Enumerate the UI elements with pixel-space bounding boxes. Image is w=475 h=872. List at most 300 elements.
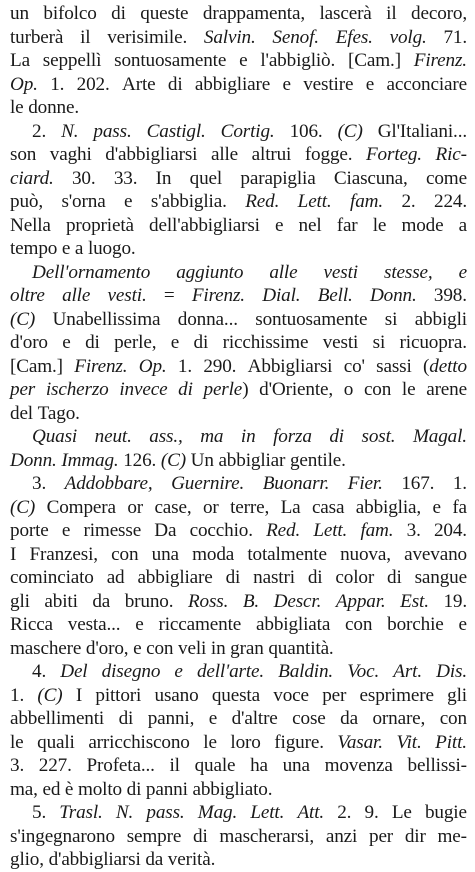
roman-text: bellissi- [407,755,467,776]
word [200,425,223,449]
word [247,543,327,567]
word [226,566,241,590]
word [407,519,421,543]
word [192,543,234,567]
roman-text: cose [292,708,326,729]
word [44,590,77,614]
roman-text: per [322,684,347,706]
word [10,49,30,73]
roman-text: abiti [44,590,78,612]
word [32,660,46,684]
word [240,167,315,191]
word [313,519,347,543]
word [253,566,295,590]
roman-text: 106. [289,120,323,142]
roman-text: con [146,637,174,659]
text-line [10,190,467,214]
word [146,778,193,802]
italic-text: Senof. [272,26,319,48]
word [443,26,467,50]
roman-text: una [282,755,310,776]
italic-text: Red. [266,520,301,541]
word [266,519,300,543]
roman-text: e [170,332,180,353]
roman-text: 5. [32,802,47,823]
roman-text: abbigliare [137,567,213,588]
word [350,190,383,214]
italic-text: dell'arte. [196,661,265,682]
word [360,519,393,543]
word [319,2,371,26]
word [146,801,184,825]
word [32,261,150,285]
word [168,848,215,872]
roman-text: a [74,238,84,259]
word [209,707,217,731]
word [252,143,292,167]
roman-text: avevano [404,543,467,565]
text-line [10,637,467,661]
word [435,731,467,755]
italic-text: Est. [400,590,429,612]
word [434,519,467,543]
word [10,378,35,402]
word [10,190,43,214]
word [10,143,36,167]
word [393,660,422,684]
word [248,355,333,379]
word [146,637,178,661]
italic-text: Firenz. [413,50,467,71]
word [400,331,467,355]
roman-text: Unabellissima [52,308,161,330]
italic-text: Lett. [297,191,332,212]
italic-text: Firenz. [191,285,245,306]
italic-text: Voc. [347,661,380,682]
roman-text: abbellimenti [10,708,105,729]
roman-text: una [151,543,179,565]
italic-text: oltre [10,285,45,306]
roman-text: 290. [203,355,237,377]
word [322,684,346,708]
roman-text: 224. [434,191,467,212]
roman-text: turberà [10,26,64,48]
word [10,26,63,50]
italic-text: Dis. [436,661,467,682]
word [10,96,28,120]
roman-text: sontuosamente [255,308,368,330]
word [364,378,391,402]
roman-text: I [10,543,17,565]
roman-text: [Cam.] [348,50,401,71]
italic-text: Cortig. [220,120,275,142]
word [335,566,374,590]
word [282,73,290,97]
roman-text: Nella [10,214,51,236]
word [194,331,209,355]
word [415,308,467,332]
roman-text: quali [37,731,75,753]
roman-text: or [127,496,143,518]
roman-text: case, [154,496,192,518]
roman-text: Gl'Italiani... [377,120,467,142]
roman-text: d'Oriente, [259,379,334,400]
word [39,754,72,778]
roman-text: totalmente [247,543,327,565]
roman-text: 1. [177,355,192,377]
word [415,566,467,590]
roman-text: d'abbigliarsi [105,144,198,165]
word [88,237,136,261]
roman-text: l'abbigliò. [260,50,336,71]
roman-text: 30. [71,167,96,189]
roman-text: nel [298,214,322,236]
italic-text: Att. [297,802,325,823]
word [124,190,132,214]
word [93,120,131,144]
italic-text: volg. [389,26,427,48]
word [275,214,283,238]
word [10,402,38,426]
italic-text: Mag. [197,802,238,823]
word [50,143,92,167]
text-line [10,49,467,73]
word [59,801,102,825]
word [273,684,309,708]
word [86,637,133,661]
italic-text: Buonarr. [262,473,330,494]
roman-text: quel [189,167,223,189]
word [221,120,275,144]
italic-text: (C) [37,684,63,706]
roman-text: d'abbigliarsi [48,849,141,870]
word [344,378,353,402]
word [10,167,54,191]
italic-text: per [10,379,36,400]
roman-text: drappamenta, [202,3,305,24]
roman-text: parapiglia [240,167,316,189]
word [373,331,386,355]
roman-text: di [85,332,100,353]
word [95,684,141,708]
word [62,331,70,355]
roman-text: il [169,755,180,776]
word [37,684,62,708]
roman-text: sontuosamente [114,50,227,71]
word [204,378,249,402]
word [192,284,245,308]
roman-text: alle [210,144,239,165]
italic-text: Dell'ornamento [32,261,151,283]
roman-text: arricchiscono [88,731,190,753]
word [318,284,353,308]
italic-text: Op. [10,73,38,95]
roman-text: tempo [10,238,58,259]
roman-text: riccamente [158,614,242,635]
word [105,143,197,167]
roman-text: con [345,614,373,635]
text-line [10,449,467,473]
roman-text: cocchio. [189,520,253,541]
italic-text: Vit. [396,731,422,753]
word [10,825,115,849]
italic-text: Del [60,661,88,682]
text-line [10,237,467,261]
roman-text: usano [154,684,199,706]
roman-text: 1. [452,473,467,494]
word [443,590,467,614]
word [10,308,35,332]
word [68,613,121,637]
roman-text: con [363,379,392,400]
word [10,449,61,473]
word [164,284,175,308]
word [66,214,134,238]
roman-text: le [401,379,416,400]
roman-text: abbigli [414,308,467,330]
text-line [10,308,467,332]
roman-text: e [135,614,144,635]
word [366,73,374,97]
word [203,355,236,379]
italic-text: ma [200,426,224,447]
text-line [10,731,467,755]
italic-text: di [329,426,344,447]
text-line [10,331,467,355]
roman-text: ( [423,355,430,377]
roman-text: me- [437,825,467,847]
roman-text: ornare, [372,708,426,729]
text-line [10,26,467,50]
word [178,355,192,379]
roman-text: 3. [406,520,421,541]
word [170,754,180,778]
italic-text: vesti [323,261,358,283]
word [245,190,279,214]
word [402,378,416,402]
word [404,543,467,567]
word [133,637,146,661]
word [147,120,206,144]
roman-text: 3. [10,755,25,776]
word [127,825,182,849]
word [400,590,429,614]
roman-text: e [239,50,248,71]
roman-text: può, [10,191,43,212]
word [204,26,256,50]
roman-text: 2. [32,120,47,142]
word [290,449,346,473]
roman-text: figure. [274,731,324,753]
word [122,73,156,97]
roman-text: Tago. [37,402,80,424]
word [203,731,217,755]
roman-text: bugie [424,802,467,823]
roman-text: donna... [177,308,238,330]
word [62,237,75,261]
roman-text: quantità. [268,637,334,659]
word [10,73,38,97]
word [60,660,87,684]
roman-text: porte [10,520,49,541]
italic-text: fam. [350,191,384,212]
word [259,378,333,402]
word [356,496,421,520]
roman-text: casa [311,496,345,518]
italic-text: N. [61,120,79,142]
word [46,378,109,402]
word [401,214,443,238]
word [85,331,100,355]
roman-text: acconciare [386,73,467,95]
word [452,496,467,520]
word [10,707,104,731]
italic-text: Donn. [369,285,417,306]
word [92,590,110,614]
roman-text: da [340,708,358,729]
word [178,308,238,332]
italic-text: stesse, [384,261,433,283]
word [188,590,228,614]
roman-text: 398. [433,285,467,306]
roman-text: fa [452,496,467,518]
text-line [10,378,467,402]
word [42,778,64,802]
roman-text: le [10,731,24,753]
italic-text: Baldin. [278,661,334,682]
roman-text: veli [178,637,207,659]
word [348,472,383,496]
roman-text: 4. [32,661,47,682]
roman-text: La [10,50,30,71]
roman-text: 2. [401,191,416,212]
text-line [10,120,467,144]
italic-text: vesti. [107,285,147,306]
word [10,590,30,614]
word [292,707,326,731]
italic-text: Forteg. [365,144,422,165]
text-line [10,801,467,825]
word [127,778,146,802]
roman-text: sassi [376,355,412,377]
italic-text: pass. [146,802,185,823]
roman-text: glio, [10,849,44,870]
word [378,120,467,144]
roman-text: Ricca [10,614,53,635]
roman-text: luogo. [87,238,136,259]
word [370,284,417,308]
word [324,261,358,285]
roman-text: di [118,708,134,729]
roman-text: dir [404,825,426,847]
word [107,566,125,590]
italic-text: perle [203,379,243,400]
word [197,660,264,684]
text-line [10,825,467,849]
word [10,214,51,238]
word [72,167,96,191]
word [65,472,153,496]
roman-text: del [10,402,33,424]
word [408,754,467,778]
roman-text: panni, [147,708,195,729]
word [195,754,236,778]
roman-text: Compera [46,496,116,518]
roman-text: Abbigliarsi [247,355,333,377]
roman-text: abbigliata [256,614,331,635]
word [436,143,467,167]
italic-text: ciard. [10,167,54,189]
italic-text: in [240,426,256,447]
text-line [10,143,467,167]
italic-text: Vasar. [337,731,383,753]
word [438,825,467,849]
roman-text: le [203,731,217,753]
word [369,825,393,849]
roman-text: bifolco [43,3,97,24]
roman-text: gli [447,684,467,706]
word [10,284,45,308]
italic-text: sost. [361,426,396,447]
word [243,590,259,614]
word [178,637,211,661]
word [43,2,96,26]
roman-text: e [62,332,71,353]
roman-text: molto [77,778,122,800]
roman-text: o [343,379,354,400]
word [385,308,398,332]
word [140,2,188,26]
word [10,754,24,778]
word [77,73,110,97]
word [80,26,90,50]
word [256,613,330,637]
text-line [10,543,467,567]
roman-text: e [208,708,218,729]
word [149,425,182,449]
roman-text: voce [273,684,309,706]
italic-text: N. [115,802,134,823]
roman-text: il [386,3,397,24]
text-line [10,519,467,543]
word [176,261,243,285]
roman-text: si [372,332,386,353]
roman-text: s'abbiglia. [150,191,227,212]
roman-text: per [369,825,394,847]
word [308,566,323,590]
roman-text: nastri [253,567,295,588]
word [337,801,351,825]
word [274,590,322,614]
roman-text: mascherarsi, [219,825,315,847]
roman-text: = [163,285,175,306]
text-line [10,660,467,684]
word [325,754,393,778]
roman-text: ad [106,567,125,588]
roman-text: abbigliato. [192,778,273,800]
word [114,167,138,191]
roman-text: d'oro [10,332,48,353]
word [390,26,427,50]
roman-text: perle, [114,332,157,353]
word [116,801,133,825]
word [348,49,401,73]
text-line [10,754,467,778]
italic-text: Ric- [435,144,467,165]
word [148,707,195,731]
roman-text: gentile. [289,449,346,471]
word [161,449,191,473]
